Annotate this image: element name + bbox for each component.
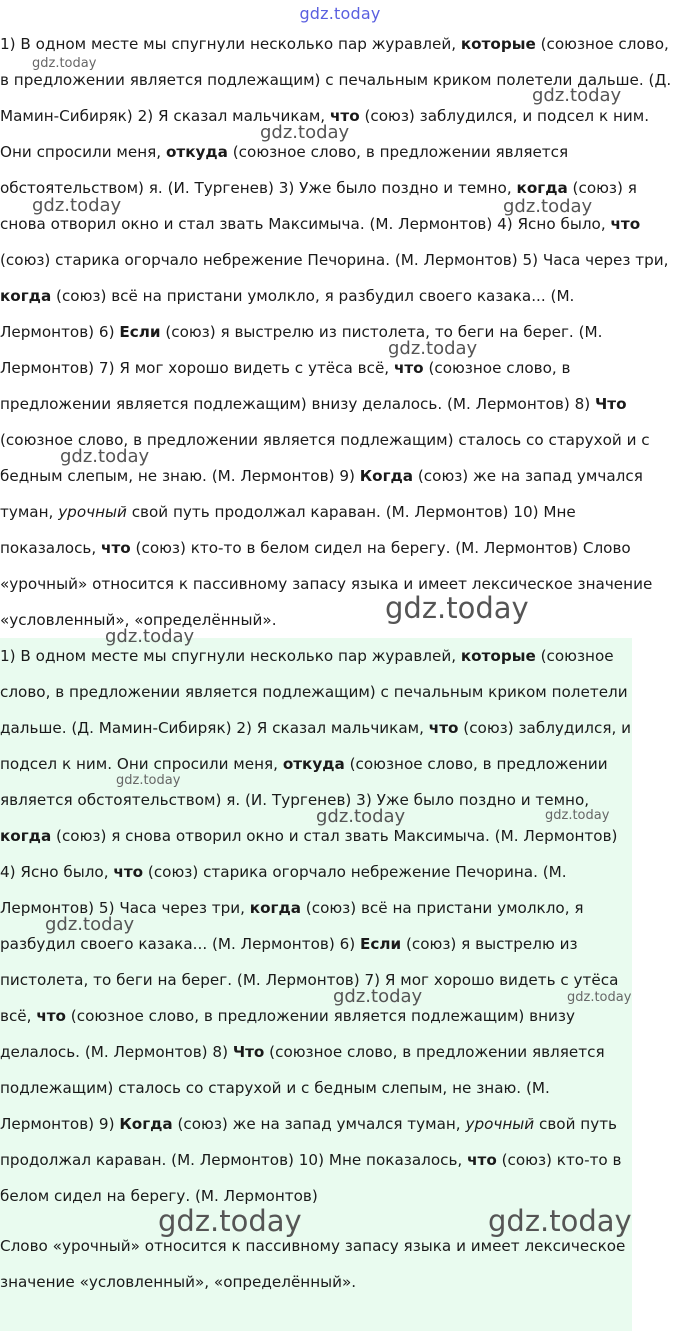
text-run: (союз) я снова отворил окно и стал звать Максимыча. (М. Лермонтов) 4) Ясно было, [0, 179, 637, 233]
italic-word: урочный [58, 503, 127, 521]
text-run: (союз) старика огорчало небрежение Печорина. (М. Лермонтов) 5) Часа через три, [0, 251, 669, 269]
watermark: gdz.today [260, 122, 350, 143]
vocabulary-note-paragraph [0, 1228, 632, 1300]
text-run: (союзное слово, в предложении является подлежащим) с печальным криком полетели дальше. (Д. Мамин-Сибиряк) 2) Я сказал мальчикам, [0, 35, 672, 125]
emphasized-word: Когда [119, 1115, 173, 1133]
answer-text-highlighted [0, 638, 632, 1331]
text-run: (союз) я снова отворил окно и стал звать Максимыча. (М. Лермонтов) 4) Ясно было, [0, 827, 618, 881]
watermark: gdz.today [385, 591, 529, 625]
emphasized-word: откуда [165, 143, 228, 161]
text-run: 1) В одном месте мы спугнули несколько пар журавлей, [0, 647, 461, 665]
text-run: (союз) я выстрелю из пистолета, то беги на берег. (М. Лермонтов) 7) Я мог хорошо видеть с утёса всё, [0, 323, 603, 377]
text-run: (союз) я выстрелю из пистолета, то беги на берег. (М. Лермонтов) 7) Я мог хорошо видеть с утёса всё, [0, 935, 619, 1025]
emphasized-word: которые [460, 35, 536, 53]
emphasized-word: Когда [359, 467, 414, 485]
text-run: (союз) заблудился, и подсел к ним. Они спросили меня, [0, 107, 650, 161]
emphasized-word: когда [0, 287, 52, 305]
text-run: (союзное слово, в предложении является обстоятельством) я. (И. Тургенев) 3) Уже было поздно и темно, [0, 143, 569, 197]
emphasized-word: что [393, 359, 424, 377]
emphasized-word: что [428, 719, 459, 737]
emphasized-word: что [113, 863, 144, 881]
emphasized-word: что [36, 1007, 66, 1025]
italic-word: урочный [465, 1115, 535, 1133]
text-run: (союзное слово, в предложении является подлежащим) внизу делалось. (М. Лермонтов) 8) [0, 1007, 575, 1061]
watermark: gdz.today [316, 806, 406, 827]
text-run: (союз) всё на пристани умолкло, я разбудил своего казака... (М. Лермонтов) 6) [0, 899, 584, 953]
watermark: gdz.today [567, 990, 632, 1005]
watermark: gdz.today [32, 195, 122, 216]
watermark: gdz.today [503, 196, 593, 217]
text-run: (союзное слово, в предложении является подлежащим) внизу делалось. (М. Лермонтов) 8) [0, 359, 596, 413]
text-run: (союз) кто-то в белом сидел на берегу. (М. Лермонтов) [0, 1151, 622, 1205]
emphasized-word: когда [249, 899, 301, 917]
watermark: gdz.today [532, 85, 622, 106]
emphasized-word: когда [516, 179, 568, 197]
text-run: (союз) старика огорчало небрежение Печорина. (М. Лермонтов) 5) Часа через три, [0, 863, 567, 917]
text-run: (союз) заблудился, и подсел к ним. Они спросили меня, [0, 719, 631, 773]
site-logo[interactable]: gdz.today [299, 4, 381, 23]
watermark: gdz.today [32, 56, 97, 71]
text-run: 1) В одном месте мы спугнули несколько пар журавлей, [0, 35, 461, 53]
answer-sentences-paragraph [0, 638, 632, 1214]
watermark: gdz.today [105, 626, 195, 647]
text-run: (союз) кто-то в белом сидел на берегу. (М. Лермонтов) Слово «урочный» относится к пассивному запасу языка и имеет лексическое значение «условленный», «определённый». [0, 539, 653, 629]
emphasized-word: Если [360, 935, 402, 953]
emphasized-word: что [329, 107, 360, 125]
text-run: (союзное слово, в предложении является подлежащим) с печальным криком полетели дальше. (Д. Мамин-Сибиряк) 2) Я сказал мальчикам, [0, 647, 628, 737]
watermark: gdz.today [488, 1204, 632, 1238]
answer-text-plain [0, 26, 672, 638]
text-run: (союзное слово, в предложении является обстоятельством) я. (И. Тургенев) 3) Уже было поздно и темно, [0, 755, 608, 809]
text-run: (союзное слово, в предложении является подлежащим) сталось со старухой и с бедным слепым, не знаю. (М. Лермонтов) 9) [0, 431, 650, 485]
emphasized-word: которые [460, 647, 536, 665]
text-run: (союз) всё на пристани умолкло, я разбудил своего казака... (М. Лермонтов) 6) [0, 287, 575, 341]
text-run: свой путь продолжал караван. (М. Лермонтов) 10) Мне показалось, [0, 503, 576, 557]
text-run: (союз) же на запад умчался туман, [172, 1115, 466, 1133]
emphasized-word: Что [232, 1043, 265, 1061]
text-run: (союз) же на запад умчался туман, [0, 467, 643, 521]
watermark: gdz.today [60, 446, 150, 467]
watermark: gdz.today [45, 914, 135, 935]
emphasized-word: когда [0, 827, 52, 845]
watermark: gdz.today [116, 773, 181, 788]
emphasized-word: что [467, 1151, 497, 1169]
watermark: gdz.today [158, 1204, 302, 1238]
text-run: (союзное слово, в предложении является подлежащим) сталось со старухой и с бедным слепым, не знаю. (М. Лермонтов) 9) [0, 1043, 605, 1133]
watermark: gdz.today [545, 808, 610, 823]
watermark: gdz.today [388, 338, 478, 359]
emphasized-word: Если [119, 323, 161, 341]
text-run: свой путь продолжал караван. (М. Лермонтов) 10) Мне показалось, [0, 1115, 617, 1169]
emphasized-word: что [610, 215, 641, 233]
text-run: Слово «урочный» относится к пассивному запасу языка и имеет лексическое значение «условленный», «определённый». [0, 1237, 626, 1291]
emphasized-word: откуда [282, 755, 345, 773]
emphasized-word: что [101, 539, 131, 557]
emphasized-word: Что [595, 395, 627, 413]
watermark: gdz.today [333, 986, 423, 1007]
